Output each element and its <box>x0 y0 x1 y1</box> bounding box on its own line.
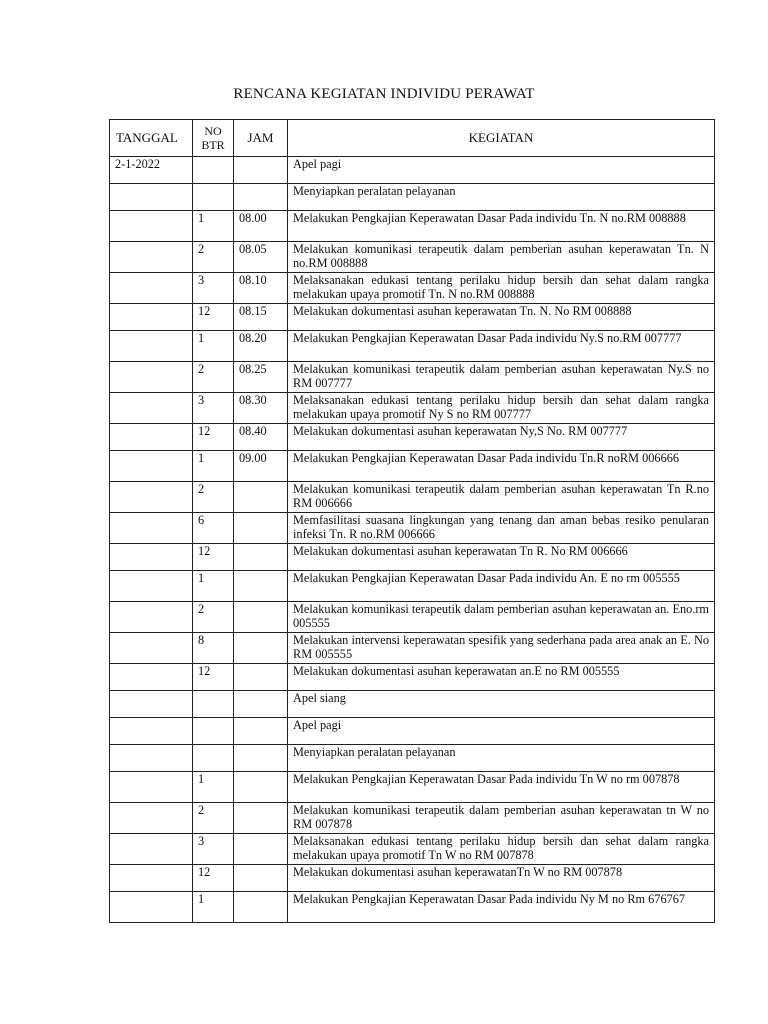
header-jam: JAM <box>234 120 288 157</box>
document-title: RENCANA KEGIATAN INDIVIDU PERAWAT <box>233 86 535 102</box>
cell-jam <box>234 544 288 571</box>
cell-jam: 08.20 <box>234 331 288 362</box>
table-row <box>110 664 715 691</box>
cell-no-btr: 3 <box>193 834 234 865</box>
cell-kegiatan: Melakukan komunikasi terapeutik dalam pemberian asuhan keperawatan Tn. N no.RM 008888 <box>288 242 715 273</box>
cell-tanggal <box>110 211 193 242</box>
cell-jam <box>234 834 288 865</box>
cell-kegiatan: Melakukan komunikasi terapeutik dalam pemberian asuhan keperawatan tn W no RM 007878 <box>288 803 715 834</box>
table-row <box>110 304 715 331</box>
table-row <box>110 772 715 803</box>
table-row <box>110 571 715 602</box>
cell-tanggal <box>110 362 193 393</box>
table-row <box>110 718 715 745</box>
cell-kegiatan: Melakukan dokumentasi asuhan keperawatan Ny,S No. RM 007777 <box>288 424 715 451</box>
cell-kegiatan: Melakukan Pengkajian Keperawatan Dasar Pada individu Tn W no rm 007878 <box>288 772 715 803</box>
table-row <box>110 273 715 304</box>
cell-jam: 08.15 <box>234 304 288 331</box>
cell-tanggal <box>110 602 193 633</box>
cell-kegiatan: Melaksanakan edukasi tentang perilaku hidup bersih dan sehat dalam rangka melakukan upaya promotif Tn W no RM 007878 <box>288 834 715 865</box>
cell-tanggal <box>110 304 193 331</box>
cell-jam <box>234 157 288 184</box>
cell-kegiatan: Melakukan komunikasi terapeutik dalam pemberian asuhan keperawatan an. Eno.rm 005555 <box>288 602 715 633</box>
cell-jam <box>234 571 288 602</box>
cell-kegiatan: Melakukan komunikasi terapeutik dalam pemberian asuhan keperawatan Tn R.no RM 006666 <box>288 482 715 513</box>
cell-jam: 08.00 <box>234 211 288 242</box>
table-row <box>110 157 715 184</box>
cell-jam <box>234 602 288 633</box>
cell-kegiatan: Melakukan Pengkajian Keperawatan Dasar Pada individu Ny.S no.RM 007777 <box>288 331 715 362</box>
cell-tanggal <box>110 834 193 865</box>
cell-kegiatan: Apel pagi <box>288 157 715 184</box>
cell-kegiatan: Melakukan komunikasi terapeutik dalam pemberian asuhan keperawatan Ny.S no RM 007777 <box>288 362 715 393</box>
header-no-btr: NO BTR <box>193 120 234 157</box>
cell-jam: 09.00 <box>234 451 288 482</box>
cell-jam <box>234 745 288 772</box>
cell-no-btr: 3 <box>193 393 234 424</box>
cell-no-btr: 12 <box>193 544 234 571</box>
cell-tanggal <box>110 184 193 211</box>
cell-kegiatan: Melaksanakan edukasi tentang perilaku hidup bersih dan sehat dalam rangka melakukan upaya promotif Ny S no RM 007777 <box>288 393 715 424</box>
cell-kegiatan: Melakukan Pengkajian Keperawatan Dasar Pada individu An. E no rm 005555 <box>288 571 715 602</box>
cell-tanggal <box>110 664 193 691</box>
cell-tanggal <box>110 691 193 718</box>
table-row <box>110 865 715 892</box>
table-row <box>110 242 715 273</box>
cell-tanggal <box>110 772 193 803</box>
cell-tanggal <box>110 544 193 571</box>
cell-kegiatan: Menyiapkan peralatan pelayanan <box>288 184 715 211</box>
cell-no-btr: 1 <box>193 331 234 362</box>
cell-tanggal <box>110 273 193 304</box>
cell-jam <box>234 664 288 691</box>
cell-kegiatan: Memfasilitasi suasana lingkungan yang tenang dan aman bebas resiko penularan infeksi Tn. R no.RM 006666 <box>288 513 715 544</box>
cell-no-btr: 1 <box>193 451 234 482</box>
cell-tanggal <box>110 745 193 772</box>
cell-jam: 08.40 <box>234 424 288 451</box>
cell-jam <box>234 772 288 803</box>
table-row <box>110 602 715 633</box>
cell-no-btr: 1 <box>193 772 234 803</box>
cell-kegiatan: Apel pagi <box>288 718 715 745</box>
cell-no-btr <box>193 745 234 772</box>
cell-no-btr: 6 <box>193 513 234 544</box>
table-row <box>110 451 715 482</box>
cell-tanggal <box>110 451 193 482</box>
cell-jam: 08.05 <box>234 242 288 273</box>
cell-no-btr: 3 <box>193 273 234 304</box>
table-row <box>110 633 715 664</box>
table-row <box>110 745 715 772</box>
table-row <box>110 834 715 865</box>
cell-no-btr <box>193 718 234 745</box>
cell-jam <box>234 482 288 513</box>
cell-tanggal <box>110 513 193 544</box>
cell-jam <box>234 865 288 892</box>
table-row <box>110 362 715 393</box>
cell-tanggal <box>110 424 193 451</box>
cell-no-btr <box>193 157 234 184</box>
cell-jam <box>234 184 288 211</box>
cell-no-btr: 2 <box>193 602 234 633</box>
cell-no-btr <box>193 691 234 718</box>
cell-no-btr: 12 <box>193 865 234 892</box>
cell-kegiatan: Melakukan dokumentasi asuhan keperawatan Tn. N. No RM 008888 <box>288 304 715 331</box>
cell-tanggal <box>110 892 193 923</box>
cell-no-btr: 8 <box>193 633 234 664</box>
cell-kegiatan: Melakukan dokumentasi asuhan keperawatan an.E no RM 005555 <box>288 664 715 691</box>
cell-no-btr: 1 <box>193 571 234 602</box>
cell-tanggal <box>110 633 193 664</box>
cell-no-btr: 2 <box>193 362 234 393</box>
cell-jam <box>234 803 288 834</box>
cell-no-btr: 12 <box>193 424 234 451</box>
cell-tanggal <box>110 242 193 273</box>
cell-kegiatan: Apel siang <box>288 691 715 718</box>
table-row <box>110 892 715 923</box>
cell-kegiatan: Menyiapkan peralatan pelayanan <box>288 745 715 772</box>
table-row <box>110 803 715 834</box>
cell-no-btr: 2 <box>193 482 234 513</box>
cell-jam <box>234 513 288 544</box>
cell-kegiatan: Melakukan dokumentasi asuhan keperawatan Tn R. No RM 006666 <box>288 544 715 571</box>
cell-tanggal: 2-1-2022 <box>110 157 193 184</box>
cell-kegiatan: Melaksanakan edukasi tentang perilaku hidup bersih dan sehat dalam rangka melakukan upaya promotif Tn. N no.RM 008888 <box>288 273 715 304</box>
table-header-row <box>110 120 715 157</box>
cell-tanggal <box>110 482 193 513</box>
cell-jam: 08.30 <box>234 393 288 424</box>
table-row <box>110 331 715 362</box>
cell-no-btr: 2 <box>193 242 234 273</box>
activity-table <box>109 119 715 923</box>
cell-jam: 08.25 <box>234 362 288 393</box>
cell-tanggal <box>110 393 193 424</box>
table-row <box>110 424 715 451</box>
table-row <box>110 544 715 571</box>
table-row <box>110 482 715 513</box>
header-kegiatan: KEGIATAN <box>288 120 715 157</box>
cell-no-btr: 12 <box>193 664 234 691</box>
cell-tanggal <box>110 331 193 362</box>
cell-jam <box>234 718 288 745</box>
table-row <box>110 393 715 424</box>
cell-jam: 08.10 <box>234 273 288 304</box>
cell-tanggal <box>110 865 193 892</box>
cell-no-btr: 1 <box>193 892 234 923</box>
cell-no-btr: 2 <box>193 803 234 834</box>
cell-no-btr <box>193 184 234 211</box>
table-row <box>110 513 715 544</box>
cell-jam <box>234 633 288 664</box>
cell-kegiatan: Melakukan Pengkajian Keperawatan Dasar Pada individu Ny M no Rm 676767 <box>288 892 715 923</box>
cell-jam <box>234 892 288 923</box>
cell-no-btr: 1 <box>193 211 234 242</box>
cell-kegiatan: Melakukan Pengkajian Keperawatan Dasar Pada individu Tn.R noRM 006666 <box>288 451 715 482</box>
cell-kegiatan: Melakukan Pengkajian Keperawatan Dasar Pada individu Tn. N no.RM 008888 <box>288 211 715 242</box>
cell-tanggal <box>110 571 193 602</box>
cell-tanggal <box>110 803 193 834</box>
cell-no-btr: 12 <box>193 304 234 331</box>
cell-jam <box>234 691 288 718</box>
cell-kegiatan: Melakukan dokumentasi asuhan keperawatanTn W no RM 007878 <box>288 865 715 892</box>
table-body <box>110 157 715 923</box>
cell-kegiatan: Melakukan intervensi keperawatan spesifik yang sederhana pada area anak an E. No RM 005555 <box>288 633 715 664</box>
cell-tanggal <box>110 718 193 745</box>
table-row <box>110 691 715 718</box>
table-row <box>110 184 715 211</box>
header-tanggal: TANGGAL <box>110 120 193 157</box>
table-row <box>110 211 715 242</box>
